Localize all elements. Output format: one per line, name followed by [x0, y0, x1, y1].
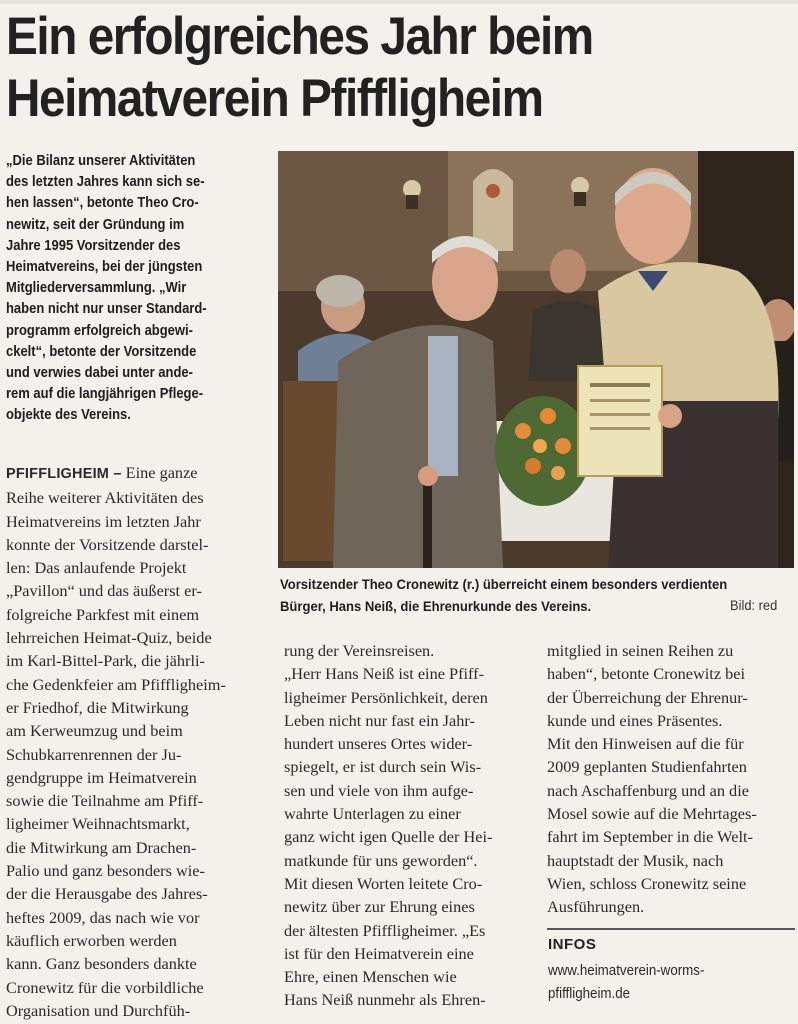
article-column-2: rung der Vereinsreisen. „Herr Hans Neiß ist eine Pfiff- ligheimer Persönlichkeit, deren Leben nicht nur fast ein Jahr- hundert unseres Ortes wider- spiegelt, er ist durch sein Wis- sen und viele von ihm aufge- wahrte Unterlagen zu einer ganz wicht igen Quelle der Hei- matkunde für uns geworden“. Mit diesen Worten leitete Cro- newitz über zur Ehrung eines der ältesten Pfiffligheimer. „Es ist für den Heimatverein eine Ehre, einen Menschen wie Hans Neiß nunmehr als Ehren- [284, 641, 493, 1010]
article-column-3: mitglied in seinen Reihen zu haben“, betonte Cronewitz bei der Überreichung der Ehrenur- kunde und eines Präsentes. Mit den Hinweisen auf die für 2009 geplanten Studienfahrten nach Aschaffenburg und an die Mosel sowie auf die Mehrtages- fahrt im September in die Welt- hauptstadt der Musik, nach Wien, schloss Cronewitz seine Ausführungen. [547, 641, 757, 917]
photo-credit: Bild: red [730, 597, 778, 613]
dateline: PFIFFLIGHEIM – [6, 466, 122, 482]
photo-illustration [278, 151, 794, 568]
article-headline: Ein erfolgreiches Jahr beim Heimatverein Pfiffligheim [6, 7, 593, 128]
column-1-text: Eine ganze Reihe weiterer Aktivitäten des Heimatvereins im letzten Jahr konnte der Vorsitzende darstel- len: Das anlaufende Projekt „Pavillon“ und das äußerst er- folgreiche Parkfest mit einem lehrreichen Heimat-Quiz, beide im Karl-Bittel-Park, die jährli- che Gedenkfeier am Pfiffligheim- er Friedhof, die Mitwirkung am Kerweumzug und beim Schubkarrenrennen der Ju- gendgruppe im Heimatverein sowie die Teilnahme am Pfiff- ligheimer Weihnachtsmarkt, die Mitwirkung am Drachen- Palio und ganz besonders wie- der die Herausgabe des Jahres- heftes 2009, das nach wie vor käuflich erworben werden kann. Ganz besonders dankte Cronewitz für die vorbildliche Organisation und Durchfüh- [6, 463, 226, 1020]
infobox-rule [547, 928, 795, 930]
article-column-1 [6, 461, 272, 1022]
page-edge [0, 0, 798, 4]
photo-caption: Vorsitzender Theo Cronewitz (r.) überreicht einem besonders verdienten Bürger, Hans Neiß, die Ehrenurkunde des Vereins. [280, 577, 728, 615]
article-lead: „Die Bilanz unserer Aktivitäten des letzten Jahres kann sich se- hen lassen“, betonte Theo Cro- newitz, seit der Gründung im Jahre 1995 Vorsitzender des Heimatvereins, bei der jüngsten Mitgliederversammlung. „Wir haben nicht nur unser Standard- programm erfolgreich abgewi- ckelt“, betonte der Vorsitzende und verwies dabei unter ande- rem auf die langjährigen Pflege- objekte des Vereins. [6, 153, 207, 424]
infobox-link[interactable]: www.heimatverein-worms- pfiffligheim.de [548, 963, 705, 1002]
article-photo [278, 151, 794, 568]
infobox-title: INFOS [548, 936, 597, 953]
